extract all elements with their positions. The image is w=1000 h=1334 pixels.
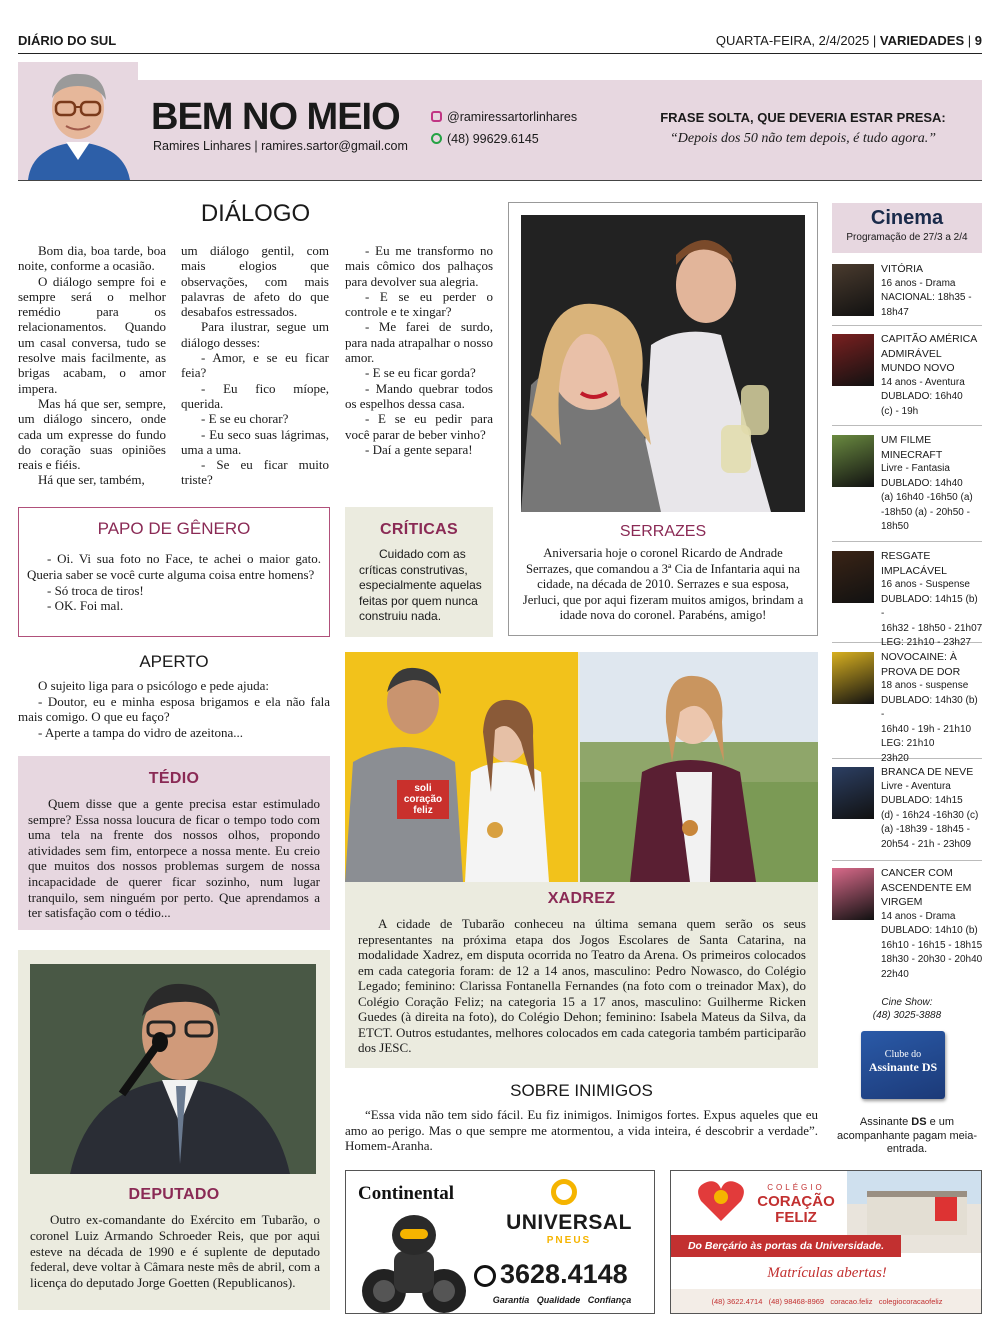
continental-logo: Continental [358,1183,455,1204]
movie-poster-icon [832,652,874,704]
deputado-title: DEPUTADO [128,1186,220,1203]
xadrez-title: XADREZ [547,890,616,907]
ad-colegio-coracao-feliz[interactable] [670,1170,982,1314]
movie-info: 16h32 - 18h50 - 21h07 [881,622,983,634]
movie-title: CANCER COM ASCENDENTE EM VIRGEM [881,867,972,908]
instagram-contact [431,110,577,124]
column-title: BEM NO MEIO [151,96,400,138]
universal-logo-icon [551,1179,577,1205]
papo-title: PAPO DE GÊNERO [97,519,251,538]
movie-poster-icon [832,868,874,920]
paragraph: A cidade de Tubarão conheceu na última semana quem serão os seus representantes na próxima etapa dos Jogos Escolares de Santa Catarina, na modalidade Xadrez, em disputa ocorrida no Teatro da Arena. Os primeiros colocados em cada categoria foram: de 12 a 14 anos, masculino: Pedro Nowasco, do Colégio Legado; feminino: Clarissa Fontanella Fernandes (na foto com o treinador Max), do Colégio Coração Feliz; na categoria 15 a 17 anos, masculino: Guilherme Ricken Guedes (à direita na foto), do Colégio Dehon; feminino: Isabela Mateus da Silva, da ETCT. Outros estudantes, melhores colocados em cada categoria também participarão dos JESC. [358,916,806,1055]
movie-title: NOVOCAINE: À PROVA DE DOR [881,651,961,678]
movie-info: (c) - 19h [881,405,919,417]
paragraph: - Se eu ficar muito triste? [181,457,329,488]
movie-info: (a) -18h39 - 18h45 - [881,824,970,835]
criticas-text: Cuidado com as críticas construtivas, especialmente aquelas feitas por quem nunca construiu nada. [359,547,482,623]
movie-listing [832,330,982,426]
paragraph: Quem disse que a gente precisa estar estimulado sempre? Essa nossa loucura de ficar o tempo todo com uma tela na frente dos nossos olhos, propondo atividades sem fim, entorpece a nossa mente. Eu creio que muitos dos nossos problemas surgem de nossa incapacidade de querer ficar sozinho, num lugar tranquilo, sem ninguém por perto. Que aprendamos a ter satisfação com o tédio... [28,796,320,921]
section: VARIEDADES [879,33,965,48]
colegio-label: COLÉGIO [767,1183,825,1192]
paragraph: Mas há que ser, sempre, um diálogo sincero, onde cada um expresse do fundo do coração suas opiniões reais e fiéis. [18,395,166,473]
heart-logo-icon [697,1179,745,1223]
movie-info: 16h10 - 16h15 - 18h15 [881,939,983,951]
assinante-text [832,1116,982,1157]
aperto-text [18,678,330,740]
papo-box [18,507,330,637]
movie-info: (d) - 16h24 -16h30 (c) [881,809,979,821]
movie-poster-icon [832,334,874,386]
coach-and-student-photo-icon [345,652,578,882]
xadrez-photo-right [580,652,818,882]
tedio-text [28,796,320,921]
clube-line-1: Clube do [884,1049,922,1060]
dialogo-col-3 [345,243,493,457]
paragraph: O sujeito liga para o psicólogo e pede ajuda: [38,678,270,693]
paragraph: Bom dia, boa tarde, boa noite, conforme a ocasião. [18,243,166,274]
movie-listing [832,431,982,542]
paragraph: um diálogo gentil, com mais elogios que observações, com mais palavras de afeto do que desabafos estressados. [181,243,329,320]
banner-rule [18,180,982,181]
movie-poster-icon [832,435,874,487]
paragraph: - Mando quebrar todos os espelhos dessa casa. [345,380,493,411]
paragraph: - Aperte a tampa do vidro de azeitona... [38,724,244,740]
movie-info: -18h50 (a) - 20h50 - [881,506,970,518]
movie-title: VITÓRIA [881,263,924,275]
whatsapp-icon [431,133,442,144]
clube-assinante-card [861,1031,945,1099]
shirt-logo-line: feliz [413,805,433,816]
movie-info: 18h50 [881,521,909,532]
movie-info: 16 anos - Suspense [881,579,970,590]
papo-text [27,551,321,614]
paragraph: - Me farei de surdo, para nada atrapalhar o nosso amor. [345,319,493,366]
paragraph: “Essa vida não tem sido fácil. Eu fiz inimigos. Inimigos fortes. Expus aqueles que eu amo ao perigo. Mas o que sempre me atormentou, a vida inteira, é descobrir a verdade”. Homem-Aranha. [345,1107,818,1154]
movie-poster-icon [832,551,874,603]
cineshow-label: Cine Show: [881,997,933,1008]
movie-listing [832,763,982,861]
xadrez-photo-left [345,652,578,882]
criticas-title: CRÍTICAS [380,521,458,538]
serrazes-photo [521,215,805,512]
movie-listing [832,547,983,648]
inimigos-text [345,1107,818,1154]
criticas-box [345,507,493,637]
paragraph: - E se eu perder o controle e te xingar? [345,288,493,320]
universal-brand: UNIVERSAL [506,1211,632,1234]
paragraph: - E se eu pedir para você parar de beber vinho? [345,411,493,442]
clube-line-2: Assinante DS [868,1060,938,1074]
assinante-text-part: e um acompanhante pagam meia-entrada. [836,1116,978,1155]
ad-slogan: Do Berçário às portas da Universidade. [671,1235,901,1257]
cinema-title: Cinema [870,207,944,229]
ad-phone-icon [474,1265,496,1287]
deputado-text [30,1212,320,1291]
ad-contacts: (48) 3622.4714 (48) 98468-8969 coracao.feliz colegiocoracaofeliz [671,1289,982,1314]
movie-info: 16h40 - 19h - 21h10 [881,723,972,735]
ad-universal-pneus[interactable] [345,1170,655,1314]
serrazes-text: Aniversaria hoje o coronel Ricardo de Andrade Serrazes, que comandou a 3ª Cia de Infantaria aqui na cidade, na década de 2010. Serrazes e sua esposa, Jerluci, que por aqui fizeram muitos amigos, brindam a idade nova do coronel. Parabéns, amigo! [522,546,804,622]
movie-info: 16 anos - Drama [881,277,956,289]
cineshow [832,996,982,1022]
feliz-label: FELIZ [775,1209,817,1226]
movie-poster-icon [832,264,874,316]
page-info: QUARTA-FEIRA, 2/4/2025 | VARIEDADES | 9 [715,33,982,48]
newspaper-name: DIÁRIO DO SUL [18,33,117,48]
paragraph: - Só troca de tiros! [47,582,144,598]
paragraph: - Daí a gente separa! [365,441,473,457]
serrazes-title: SERRAZES [619,523,707,540]
ad-tags: Garantia Qualidade Confiança [492,1295,632,1305]
movie-info: DUBLADO: 16h40 [881,391,963,402]
paragraph: - Amor, e se eu ficar feia? [181,350,329,381]
shirt-logo-line: soli [414,783,432,794]
instagram-handle: @ramiressartorlinhares [447,110,578,124]
movie-poster-icon [832,767,874,819]
cinema-subtitle: Programação de 27/3 a 2/4 [846,232,968,243]
date: QUARTA-FEIRA, 2/4/2025 [715,33,870,48]
movie-info: 23h20 [881,752,909,764]
whatsapp-contact [431,132,539,146]
paragraph: - Eu seco suas lágrimas, uma a uma. [181,426,329,457]
movie-title: BRANCA DE NEVE [881,766,974,778]
couple-photo-icon [521,215,805,512]
student-outdoor-photo-icon [580,652,818,882]
quote-title: FRASE SOLTA, QUE DEVERIA ESTAR PRESA: [660,110,946,125]
page-number: 9 [974,33,982,48]
paragraph: Há que ser, também, [38,472,145,488]
paragraph: Outro ex-comandante do Exército em Tubarão, o coronel Luiz Armando Schroeder Reis, que por aqui esteve na década de 1990 e é suplente de deputado federal, deve voltar à Câmara neste mês de abril, com a licença do deputado Jorge Goetten (Republicanos). [30,1212,320,1291]
movie-info: 14 anos - Aventura [881,376,965,388]
deputado-photo [30,964,316,1174]
ad-phone: 3628.4148 [500,1259,628,1289]
pneus-label: PNEUS [546,1235,592,1246]
movie-listing [832,864,982,984]
instagram-icon [431,111,442,122]
movie-info: DUBLADO: 14h15 [881,795,963,806]
paragraph: - Oi. Vi sua foto no Face, te achei o maior gato. Queria saber se você curte alguma coisa entre homens? [27,551,321,582]
byline: Ramires Linhares | ramires.sartor@gmail.com [153,139,408,153]
page-header [18,30,982,54]
paragraph: - E se eu chorar? [201,411,289,427]
tedio-box [18,756,330,930]
dialogo-col-1 [18,243,166,488]
paragraph: - Doutor, eu e minha esposa brigamos e ela não fala mais comigo. O que eu faço? [18,693,330,724]
matriculas-banner: Matrículas abertas! [767,1265,887,1281]
whatsapp-number: (48) 99629.6145 [447,132,539,146]
aperto-title: APERTO [139,652,209,671]
dialogo-col-2 [181,243,329,488]
shirt-logo [397,780,449,819]
paragraph: O diálogo sempre foi e sempre será o melhor remédio para os relacionamentos. Quando um casal conversa, tudo se resolve mais facilmente, as brigas acabam, o amor impera. [18,273,166,396]
movie-title: RESGATE IMPLACÁVEL [881,550,947,577]
robot-mascot-icon [354,1211,474,1314]
shirt-logo-line: coração [403,794,443,805]
movie-info: 14 anos - Drama [881,910,956,922]
paragraph: - Eu fico míope, querida. [181,380,329,411]
quote-text: “Depois dos 50 não tem depois, é tudo agora.” [670,131,936,146]
column-banner [18,80,982,180]
movie-title: UM FILME MINECRAFT [881,434,943,461]
inimigos-title: SOBRE INIMIGOS [510,1081,653,1100]
movie-info: DUBLADO: 14h40 [881,477,963,489]
cineshow-phone: (48) 3025-3888 [872,1010,942,1021]
dialogo-title: DIÁLOGO [200,200,311,227]
movie-info: LEG: 21h10 - 23h27 [881,637,972,648]
movie-info: 18h47 [881,306,909,318]
coracao-label: CORAÇÃO [757,1193,835,1210]
paragraph: - E se eu ficar gorda? [365,365,476,381]
cinema-header [832,203,982,253]
tedio-title: TÉDIO [148,770,200,787]
movie-info: DUBLADO: 14h15 (b) - [881,593,978,619]
movie-info: Livre - Fantasia [881,463,950,474]
paragraph: - OK. Foi mal. [47,598,124,614]
assinante-text-part: Assinante [859,1116,912,1128]
xadrez-box [345,652,818,1068]
movie-title: CAPITÃO AMÉRICA ADMIRÁVEL MUNDO NOVO [881,333,977,374]
movie-info: LEG: 21h10 [881,738,935,749]
paragraph: - Eu me transformo no mais cômico dos palhaços para devolver sua alegria. [345,243,493,289]
movie-listing [832,260,982,326]
paragraph: Para ilustrar, segue um diálogo desses: [181,319,329,350]
movie-info: 18 anos - suspense [881,680,969,691]
xadrez-text [358,916,806,1056]
movie-info: Livre - Aventura [881,780,951,792]
movie-info: 22h40 [881,968,909,980]
movie-info: 18h30 - 20h30 - 20h40 [881,954,983,965]
movie-info: NACIONAL: 18h35 - [881,292,972,303]
movie-info: DUBLADO: 14h30 (b) - [881,694,978,720]
movie-listing [832,648,982,764]
movie-info: (a) 16h40 -16h50 (a) [881,492,973,503]
movie-info: DUBLADO: 14h10 (b) [881,925,978,936]
deputado-box [18,950,330,1310]
author-portrait-icon [18,62,138,180]
serrazes-box [508,202,818,636]
movie-info: 20h54 - 21h - 23h09 [881,838,972,850]
politician-photo-icon [30,964,316,1174]
author-photo [18,62,138,180]
assinante-ds: DS [911,1116,927,1128]
